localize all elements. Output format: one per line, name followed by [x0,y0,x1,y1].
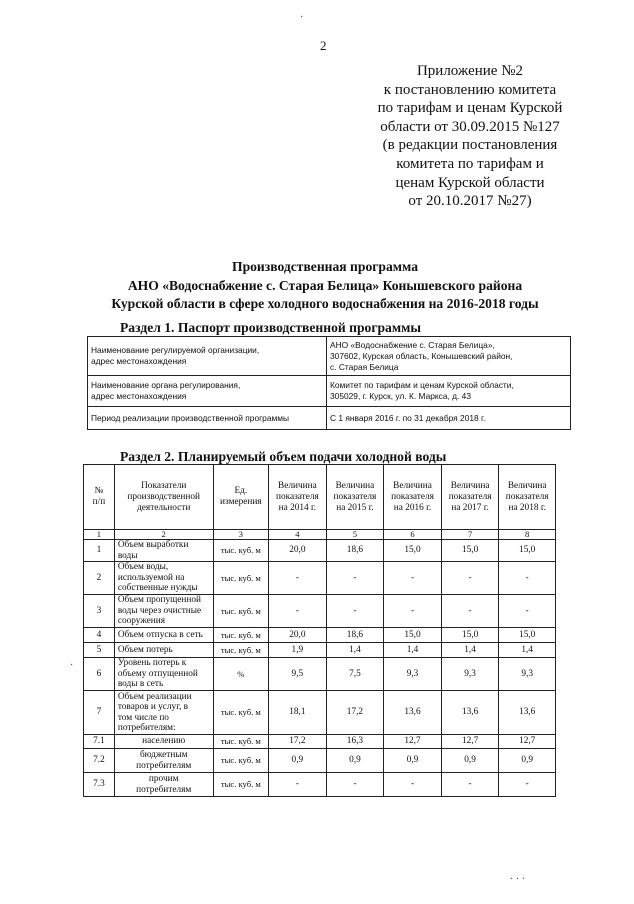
cell-line: показателя [333,491,377,502]
column-header [84,465,115,530]
cell-line: собственные нужды [117,583,198,594]
cell-line: Объем воды, [117,562,169,573]
volume-table [83,464,556,797]
column-number-row [84,530,556,540]
appendix-line: от 20.10.2017 №27) [408,193,532,210]
cell-line: потребителям [136,784,192,795]
value-cell: 1,4 [326,643,384,658]
table-row [84,562,556,595]
value-cell: - [269,562,327,595]
cell-line: деятельности [137,502,191,513]
row-number: 4 [84,628,115,643]
scan-speck: · [300,12,304,23]
value-cell: 0,9 [326,749,384,773]
table-row [84,658,556,691]
cell-line: показателя [275,491,319,502]
column-header [384,465,442,530]
page-number: 2 [320,38,327,53]
header-row [84,465,556,530]
column-number: 6 [384,530,442,540]
cell-line: населению [142,736,186,747]
row-number: 2 [84,562,115,595]
indicator-name [114,735,213,749]
cell-line: п/п [92,497,106,507]
value-cell: 15,0 [441,628,499,643]
row-number: 3 [84,595,115,628]
passport-key-line: Наименование органа регулирования, [91,380,241,390]
column-number: 8 [499,530,556,540]
appendix-line: области от 30.09.2015 №127 [380,118,560,135]
cell-line: сооружения [117,616,165,627]
cell-line: на 2017 г. [451,502,489,513]
column-header [269,465,327,530]
table-row [88,407,571,430]
volume-table-body [84,540,556,797]
value-cell: 12,7 [499,735,556,749]
cell-line: используемой на [117,572,185,583]
value-cell: - [326,595,384,628]
value-cell: - [326,773,384,797]
cell-line: товаров и услуг, в [117,702,189,712]
indicator-name [114,691,213,735]
value-cell: 1,4 [499,643,556,658]
appendix-line: комитета по тарифам и [396,155,544,172]
indicator-name [114,628,213,643]
appendix-line: (в редакции постановления [382,137,558,154]
passport-key-line: адрес местонахождения [91,356,187,366]
value-cell: 20,0 [269,540,327,562]
scan-speck: · [70,660,74,671]
row-number: 7 [84,691,115,735]
passport-value [327,376,571,407]
passport-key [88,337,327,376]
table-row [84,691,556,735]
passport-value-line: с. Старая Белица [330,361,399,372]
passport-key-line: Наименование регулируемой организации, [91,345,260,355]
value-cell: - [441,773,499,797]
cell-line: том числе по [117,712,169,723]
scan-speck: · · · [510,874,525,885]
passport-key-line: адрес местонахождения [91,391,187,401]
column-header [114,465,213,530]
value-cell: 15,0 [384,628,442,643]
section1-title: Раздел 1. Паспорт производственной программы [120,320,421,335]
column-number: 5 [326,530,384,540]
section2-title: Раздел 2. Планируемый объем подачи холодной воды [120,449,447,464]
cell-line: на 2014 г. [278,502,317,513]
cell-line: Уровень потерь к [117,658,187,669]
passport-value [327,407,571,430]
value-cell: 18,6 [326,628,384,643]
cell-line: измерения [220,497,262,507]
passport-table [87,336,571,430]
value-cell: - [441,595,499,628]
cell-line: производственной [127,491,200,502]
column-header [213,465,269,530]
cell-line: прочим [148,774,179,784]
table-row [84,749,556,773]
table-row [84,540,556,562]
document-title [60,258,590,314]
cell-line: бюджетным [139,750,188,760]
cell-line: объему отпущенной [117,668,198,679]
value-cell: - [384,562,442,595]
value-cell: 0,9 [384,749,442,773]
value-cell: 9,3 [384,658,442,691]
indicator-name [114,595,213,628]
cell-line: Показатели [141,480,187,491]
cell-line: на 2016 г. [393,502,432,513]
unit-cell: % [213,658,269,691]
cell-line: на 2015 г. [336,502,374,513]
row-number: 6 [84,658,115,691]
cell-line: потребителям [136,760,192,771]
indicator-name [114,540,213,562]
column-header [441,465,499,530]
unit-cell: тыс. куб. м [213,773,269,797]
cell-line: Величина [393,480,432,491]
indicator-name [114,749,213,773]
value-cell: 12,7 [384,735,442,749]
unit-cell: тыс. куб. м [213,562,269,595]
title-line: Производственная программа [232,259,418,274]
cell-line: Объем реализации [117,691,192,702]
value-cell: 1,9 [269,643,327,658]
unit-cell: тыс. куб. м [213,749,269,773]
value-cell: - [384,595,442,628]
value-cell: 15,0 [384,540,442,562]
value-cell: 17,2 [269,735,327,749]
row-number: 7.2 [84,749,115,773]
passport-value-line: Комитет по тарифам и ценам Курской области, [330,380,514,390]
cell-line: Ед. [234,486,248,496]
table-row [88,337,571,376]
unit-cell: тыс. куб. м [213,643,269,658]
row-number: 7.1 [84,735,115,749]
passport-value [327,337,571,376]
table-row [84,773,556,797]
column-header [499,465,556,530]
unit-cell: тыс. куб. м [213,595,269,628]
value-cell: 17,2 [326,691,384,735]
cell-line: воды через очистные [117,605,202,616]
column-header [326,465,384,530]
cell-line: Величина [335,480,375,491]
appendix-block [370,62,570,211]
unit-cell: тыс. куб. м [213,540,269,562]
title-line: Курской области в сфере холодного водоснабжения на 2016-2018 годы [111,296,539,311]
indicator-name [114,643,213,658]
value-cell: - [269,595,327,628]
column-number: 7 [441,530,499,540]
value-cell: 15,0 [499,540,556,562]
unit-cell: тыс. куб. м [213,628,269,643]
value-cell: 9,5 [269,658,327,691]
passport-value-line: 305029, г. Курск, ул. К. Маркса, д. 43 [330,391,471,401]
value-cell: 18,6 [326,540,384,562]
table-row [84,735,556,749]
value-cell: - [384,773,442,797]
indicator-name [114,562,213,595]
value-cell: 13,6 [499,691,556,735]
value-cell: 18,1 [269,691,327,735]
cell-line: Объем потерь [117,644,173,655]
value-cell: 0,9 [441,749,499,773]
indicator-name [114,658,213,691]
row-number: 7.3 [84,773,115,797]
unit-cell: тыс. куб. м [213,735,269,749]
unit-cell: тыс. куб. м [213,691,269,735]
value-cell: - [499,773,556,797]
row-number: 5 [84,643,115,658]
value-cell: - [499,595,556,628]
cell-line: № [94,486,104,496]
passport-key-line: Период реализации производственной программы [91,412,290,423]
appendix-line: Приложение №2 [416,63,524,79]
title-line: АНО «Водоснабжение с. Старая Белица» Конышевского района [127,277,523,293]
passport-key [88,376,327,407]
value-cell: - [326,562,384,595]
appendix-line: ценам Курской области [395,174,545,191]
indicator-name [114,773,213,797]
value-cell: 12,7 [441,735,499,749]
appendix-line: по тарифам и ценам Курской [377,100,563,117]
cell-line: Величина [278,480,317,491]
cell-line: воды в сеть [117,679,164,690]
cell-line: показателя [391,491,434,502]
table-row [88,376,571,407]
cell-line: показателя [505,491,549,502]
value-cell: 13,6 [441,691,499,735]
row-number: 1 [84,540,115,562]
column-number: 2 [114,530,213,540]
value-cell: 9,3 [499,658,556,691]
value-cell: - [269,773,327,797]
value-cell: 16,3 [326,735,384,749]
column-number: 4 [269,530,327,540]
value-cell: 15,0 [499,628,556,643]
passport-value-line: С 1 января 2016 г. по 31 декабря 2018 г. [330,412,486,423]
cell-line: Объем отпуска в сеть [117,629,203,640]
value-cell: - [499,562,556,595]
value-cell: 9,3 [441,658,499,691]
cell-line: на 2018 г. [508,502,546,513]
table-row [84,628,556,643]
value-cell: - [441,562,499,595]
value-cell: 7,5 [326,658,384,691]
value-cell: 15,0 [441,540,499,562]
value-cell: 1,4 [441,643,499,658]
column-number: 1 [84,530,115,540]
appendix-line: к постановлению комитета [383,81,557,98]
table-row [84,643,556,658]
passport-key [88,407,327,430]
passport-value-line: 307602, Курская область, Конышевский район, [330,350,513,361]
cell-line: Объем пропущенной [117,595,201,606]
table-row [84,595,556,628]
cell-line: Объем выработки [117,540,189,550]
cell-line: Величина [507,480,547,491]
cell-line: показателя [448,491,492,502]
cell-line: Величина [450,480,490,491]
value-cell: 13,6 [384,691,442,735]
column-number: 3 [213,530,269,540]
value-cell: 1,4 [384,643,442,658]
value-cell: 20,0 [269,628,327,643]
cell-line: воды [117,550,138,561]
value-cell: 0,9 [269,749,327,773]
cell-line: потребителям: [117,723,176,733]
passport-value-line: АНО «Водоснабжение с. Старая Белица», [330,339,495,350]
value-cell: 0,9 [499,749,556,773]
